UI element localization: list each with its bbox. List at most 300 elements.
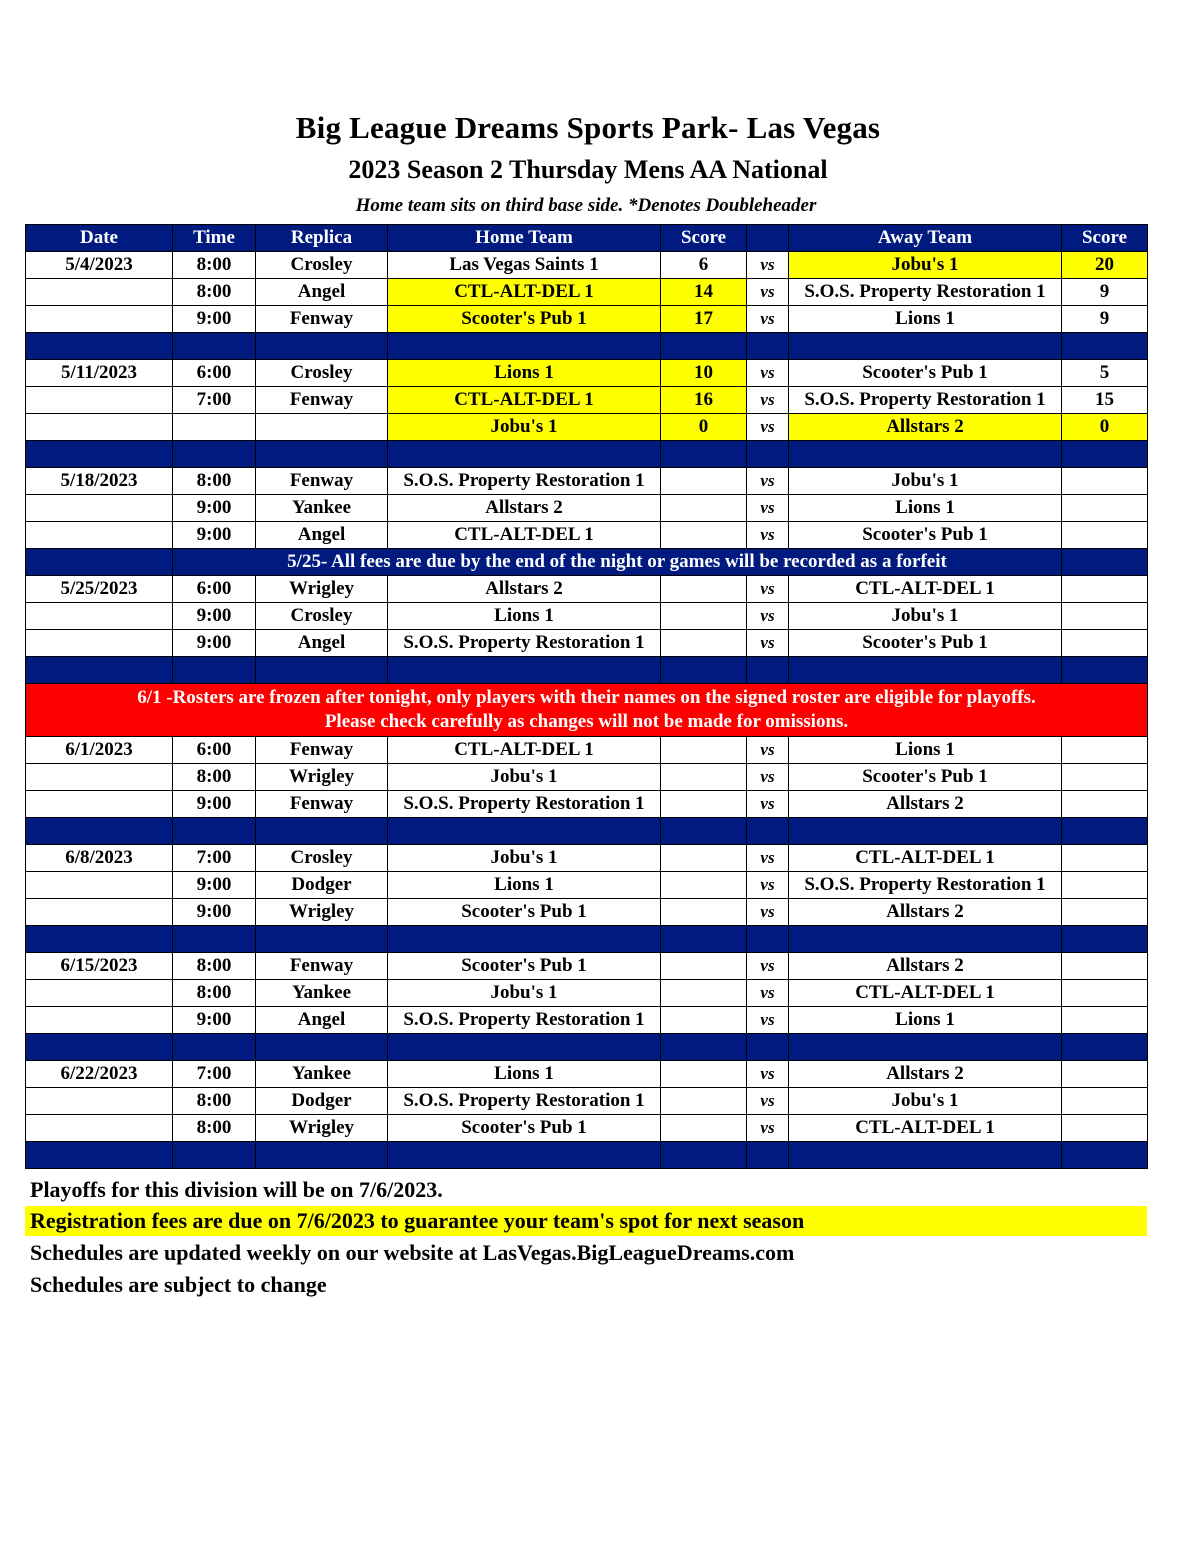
game-time: 7:00: [173, 845, 256, 872]
game-field: Wrigley: [256, 1115, 388, 1142]
separator-cell: [256, 441, 388, 468]
separator-cell: [173, 818, 256, 845]
game-time: 9:00: [173, 872, 256, 899]
home-score: [661, 791, 747, 818]
home-score: 0: [661, 414, 747, 441]
separator-cell: [256, 657, 388, 684]
separator-cell: [173, 926, 256, 953]
separator-cell: [789, 926, 1062, 953]
game-date: [26, 387, 173, 414]
game-date: [26, 522, 173, 549]
game-field: Dodger: [256, 1088, 388, 1115]
separator-cell: [661, 926, 747, 953]
game-field: Angel: [256, 522, 388, 549]
separator-cell: [747, 657, 789, 684]
game-date: [26, 764, 173, 791]
game-row: [26, 872, 1148, 899]
game-date: [26, 980, 173, 1007]
separator-cell: [1062, 818, 1148, 845]
separator-cell: [256, 926, 388, 953]
game-row: [26, 630, 1148, 657]
home-score: [661, 764, 747, 791]
roster-notice-line1: 6/1 -Rosters are frozen after tonight, only players with their names on the signed roster are eligible for playoffs.: [137, 687, 1036, 708]
separator-cell: [1062, 1034, 1148, 1061]
away-team: S.O.S. Property Restoration 1: [789, 387, 1062, 414]
home-team: Jobu's 1: [388, 845, 661, 872]
page-title: Big League Dreams Sports Park- Las Vegas: [295, 110, 881, 145]
vs-label: vs: [747, 495, 789, 522]
game-time: 9:00: [173, 630, 256, 657]
header-row: [26, 225, 1148, 252]
game-row: [26, 899, 1148, 926]
week-separator: [26, 1142, 1148, 1169]
game-row: [26, 522, 1148, 549]
home-score: [661, 576, 747, 603]
away-team: CTL-ALT-DEL 1: [789, 980, 1062, 1007]
separator-cell: [661, 1142, 747, 1169]
separator-cell: [789, 657, 1062, 684]
game-date: [26, 899, 173, 926]
game-time: 8:00: [173, 279, 256, 306]
home-team: Allstars 2: [388, 495, 661, 522]
game-row: [26, 1115, 1148, 1142]
separator-cell: [1062, 333, 1148, 360]
game-field: Crosley: [256, 603, 388, 630]
away-team: CTL-ALT-DEL 1: [789, 1115, 1062, 1142]
game-row: [26, 737, 1148, 764]
home-score: [661, 1007, 747, 1034]
game-date: 6/1/2023: [26, 737, 173, 764]
game-date: [26, 1115, 173, 1142]
separator-cell: [26, 657, 173, 684]
away-score: [1062, 522, 1148, 549]
home-team: S.O.S. Property Restoration 1: [388, 1007, 661, 1034]
home-score: [661, 630, 747, 657]
vs-label: vs: [747, 1061, 789, 1088]
away-team: Lions 1: [789, 1007, 1062, 1034]
away-team: S.O.S. Property Restoration 1: [789, 279, 1062, 306]
home-team: Jobu's 1: [388, 980, 661, 1007]
game-field: Crosley: [256, 252, 388, 279]
away-score: 9: [1062, 306, 1148, 333]
week-separator: [26, 333, 1148, 360]
separator-cell: [388, 926, 661, 953]
away-team: Allstars 2: [789, 953, 1062, 980]
game-time: 9:00: [173, 791, 256, 818]
game-field: Fenway: [256, 468, 388, 495]
vs-label: vs: [747, 737, 789, 764]
home-team: S.O.S. Property Restoration 1: [388, 791, 661, 818]
game-field: Yankee: [256, 1061, 388, 1088]
vs-label: vs: [747, 1007, 789, 1034]
away-score: [1062, 899, 1148, 926]
away-team: Allstars 2: [789, 791, 1062, 818]
away-team: Scooter's Pub 1: [789, 360, 1062, 387]
game-date: [26, 872, 173, 899]
col-replica: Replica: [256, 225, 388, 252]
away-team: Jobu's 1: [789, 1088, 1062, 1115]
game-time: 9:00: [173, 495, 256, 522]
game-date: 5/25/2023: [26, 576, 173, 603]
game-field: Yankee: [256, 495, 388, 522]
week-separator: [26, 818, 1148, 845]
away-score: 5: [1062, 360, 1148, 387]
away-team: Jobu's 1: [789, 603, 1062, 630]
separator-cell: [388, 818, 661, 845]
game-row: [26, 360, 1148, 387]
away-score: [1062, 603, 1148, 630]
separator-cell: [1062, 441, 1148, 468]
away-team: CTL-ALT-DEL 1: [789, 576, 1062, 603]
col-time: Time: [173, 225, 256, 252]
separator-cell: [661, 441, 747, 468]
home-team: Lions 1: [388, 603, 661, 630]
separator-cell: [661, 333, 747, 360]
home-score: [661, 872, 747, 899]
away-score: [1062, 872, 1148, 899]
home-team: CTL-ALT-DEL 1: [388, 279, 661, 306]
separator-cell: [789, 441, 1062, 468]
col-away-team: Away Team: [789, 225, 1062, 252]
game-row: [26, 953, 1148, 980]
game-field: Angel: [256, 279, 388, 306]
away-score: [1062, 468, 1148, 495]
game-date: 5/4/2023: [26, 252, 173, 279]
game-time: 9:00: [173, 899, 256, 926]
game-date: [26, 495, 173, 522]
game-time: 8:00: [173, 953, 256, 980]
vs-label: vs: [747, 764, 789, 791]
away-team: Lions 1: [789, 495, 1062, 522]
home-score: [661, 845, 747, 872]
playoffs-note: Playoffs for this division will be on 7/6/2023.: [30, 1177, 443, 1202]
game-field: Angel: [256, 1007, 388, 1034]
game-field: [256, 414, 388, 441]
separator-cell: [26, 818, 173, 845]
game-date: [26, 279, 173, 306]
game-time: 8:00: [173, 1088, 256, 1115]
away-score: [1062, 764, 1148, 791]
col-away-score: Score: [1062, 225, 1148, 252]
game-row: [26, 764, 1148, 791]
home-score: [661, 1115, 747, 1142]
separator-cell: [388, 1034, 661, 1061]
separator-cell: [26, 549, 173, 576]
game-date: 5/11/2023: [26, 360, 173, 387]
away-team: Lions 1: [789, 306, 1062, 333]
roster-notice-line2: Please check carefully as changes will not be made for omissions.: [324, 711, 849, 732]
away-score: [1062, 576, 1148, 603]
game-time: 9:00: [173, 603, 256, 630]
website-note: Schedules are updated weekly on our website at LasVegas.BigLeagueDreams.com: [30, 1240, 795, 1265]
vs-label: vs: [747, 899, 789, 926]
game-date: [26, 306, 173, 333]
col-date: Date: [26, 225, 173, 252]
home-team: CTL-ALT-DEL 1: [388, 387, 661, 414]
home-team: Scooter's Pub 1: [388, 306, 661, 333]
registration-note: Registration fees are due on 7/6/2023 to guarantee your team's spot for next season: [25, 1206, 1147, 1236]
game-row: [26, 306, 1148, 333]
game-time: 9:00: [173, 522, 256, 549]
game-date: 6/8/2023: [26, 845, 173, 872]
home-score: [661, 468, 747, 495]
home-team: Jobu's 1: [388, 764, 661, 791]
game-row: [26, 252, 1148, 279]
separator-cell: [26, 333, 173, 360]
separator-cell: [1062, 549, 1148, 576]
separator-cell: [747, 441, 789, 468]
game-date: 6/22/2023: [26, 1061, 173, 1088]
home-team: Scooter's Pub 1: [388, 953, 661, 980]
game-time: 8:00: [173, 468, 256, 495]
game-field: Fenway: [256, 306, 388, 333]
home-score: 10: [661, 360, 747, 387]
vs-label: vs: [747, 387, 789, 414]
separator-cell: [26, 926, 173, 953]
separator-cell: [1062, 1142, 1148, 1169]
game-date: [26, 1007, 173, 1034]
home-team: Lions 1: [388, 872, 661, 899]
separator-cell: [173, 1142, 256, 1169]
home-score: [661, 1088, 747, 1115]
game-date: 6/15/2023: [26, 953, 173, 980]
away-team: Allstars 2: [789, 899, 1062, 926]
separator-cell: [789, 1034, 1062, 1061]
vs-label: vs: [747, 630, 789, 657]
separator-cell: [789, 818, 1062, 845]
game-time: 6:00: [173, 576, 256, 603]
game-row: [26, 468, 1148, 495]
page-subtitle: 2023 Season 2 Thursday Mens AA National: [348, 155, 828, 184]
home-team: Allstars 2: [388, 576, 661, 603]
vs-label: vs: [747, 576, 789, 603]
game-time: 7:00: [173, 387, 256, 414]
away-team: Scooter's Pub 1: [789, 764, 1062, 791]
separator-cell: [388, 1142, 661, 1169]
schedule-table: [25, 224, 1148, 1169]
game-row: [26, 279, 1148, 306]
roster-notice: [26, 684, 1148, 737]
game-row: [26, 576, 1148, 603]
separator-cell: [256, 333, 388, 360]
separator-cell: [747, 818, 789, 845]
fees-notice: 5/25- All fees are due by the end of the night or games will be recorded as a forfeit: [173, 549, 1062, 576]
game-field: Wrigley: [256, 899, 388, 926]
game-field: Fenway: [256, 791, 388, 818]
away-score: 20: [1062, 252, 1148, 279]
away-score: [1062, 495, 1148, 522]
away-team: Jobu's 1: [789, 252, 1062, 279]
game-time: 8:00: [173, 1115, 256, 1142]
vs-label: vs: [747, 360, 789, 387]
game-time: 9:00: [173, 1007, 256, 1034]
game-row: [26, 387, 1148, 414]
game-field: Fenway: [256, 387, 388, 414]
col-home-team: Home Team: [388, 225, 661, 252]
away-score: 0: [1062, 414, 1148, 441]
game-row: [26, 980, 1148, 1007]
away-score: [1062, 1088, 1148, 1115]
subject-to-change-note: Schedules are subject to change: [30, 1272, 327, 1297]
away-score: 9: [1062, 279, 1148, 306]
home-score: 6: [661, 252, 747, 279]
separator-cell: [388, 333, 661, 360]
home-score: [661, 980, 747, 1007]
away-team: Scooter's Pub 1: [789, 630, 1062, 657]
away-team: CTL-ALT-DEL 1: [789, 845, 1062, 872]
vs-label: vs: [747, 980, 789, 1007]
vs-label: vs: [747, 414, 789, 441]
game-field: Crosley: [256, 845, 388, 872]
vs-label: vs: [747, 522, 789, 549]
game-field: Yankee: [256, 980, 388, 1007]
game-field: Wrigley: [256, 576, 388, 603]
game-field: Fenway: [256, 953, 388, 980]
away-score: [1062, 1115, 1148, 1142]
vs-label: vs: [747, 252, 789, 279]
home-score: [661, 603, 747, 630]
game-row: [26, 1061, 1148, 1088]
home-team: S.O.S. Property Restoration 1: [388, 1088, 661, 1115]
game-time: 7:00: [173, 1061, 256, 1088]
separator-cell: [747, 1142, 789, 1169]
separator-cell: [747, 926, 789, 953]
home-team: Lions 1: [388, 1061, 661, 1088]
separator-cell: [256, 1034, 388, 1061]
game-row: [26, 414, 1148, 441]
game-date: [26, 414, 173, 441]
home-team: CTL-ALT-DEL 1: [388, 522, 661, 549]
vs-label: vs: [747, 1115, 789, 1142]
game-row: [26, 1007, 1148, 1034]
separator-cell: [747, 1034, 789, 1061]
game-row: [26, 845, 1148, 872]
separator-cell: [789, 1142, 1062, 1169]
separator-cell: [789, 333, 1062, 360]
vs-label: vs: [747, 845, 789, 872]
away-score: [1062, 630, 1148, 657]
game-time: 9:00: [173, 306, 256, 333]
game-field: Crosley: [256, 360, 388, 387]
away-score: [1062, 1061, 1148, 1088]
home-team: Scooter's Pub 1: [388, 899, 661, 926]
home-score: 14: [661, 279, 747, 306]
game-date: [26, 630, 173, 657]
week-separator: [26, 657, 1148, 684]
home-team: S.O.S. Property Restoration 1: [388, 468, 661, 495]
game-time: 8:00: [173, 980, 256, 1007]
home-team-note: Home team sits on third base side. *Denotes Doubleheader: [355, 195, 817, 216]
separator-cell: [1062, 926, 1148, 953]
home-score: [661, 1061, 747, 1088]
game-date: [26, 1088, 173, 1115]
col-vs: [747, 225, 789, 252]
game-field: Angel: [256, 630, 388, 657]
game-field: Fenway: [256, 737, 388, 764]
home-team: Las Vegas Saints 1: [388, 252, 661, 279]
away-team: S.O.S. Property Restoration 1: [789, 872, 1062, 899]
away-team: Lions 1: [789, 737, 1062, 764]
separator-cell: [26, 441, 173, 468]
separator-cell: [388, 657, 661, 684]
separator-cell: [388, 441, 661, 468]
game-time: [173, 414, 256, 441]
week-separator: [26, 1034, 1148, 1061]
separator-cell: [661, 818, 747, 845]
vs-label: vs: [747, 279, 789, 306]
away-score: [1062, 953, 1148, 980]
home-score: [661, 737, 747, 764]
separator-cell: [256, 818, 388, 845]
game-date: [26, 603, 173, 630]
vs-label: vs: [747, 306, 789, 333]
separator-cell: [661, 1034, 747, 1061]
home-team: Scooter's Pub 1: [388, 1115, 661, 1142]
away-score: [1062, 737, 1148, 764]
home-team: Jobu's 1: [388, 414, 661, 441]
away-team: Allstars 2: [789, 414, 1062, 441]
away-score: [1062, 845, 1148, 872]
separator-cell: [26, 1142, 173, 1169]
game-row: [26, 495, 1148, 522]
home-team: S.O.S. Property Restoration 1: [388, 630, 661, 657]
away-score: [1062, 791, 1148, 818]
separator-cell: [173, 441, 256, 468]
home-score: [661, 953, 747, 980]
col-home-score: Score: [661, 225, 747, 252]
week-separator: [26, 441, 1148, 468]
home-score: [661, 522, 747, 549]
vs-label: vs: [747, 468, 789, 495]
separator-cell: [173, 1034, 256, 1061]
separator-cell: [173, 333, 256, 360]
away-team: Jobu's 1: [789, 468, 1062, 495]
game-row: [26, 1088, 1148, 1115]
game-row: [26, 791, 1148, 818]
home-score: 17: [661, 306, 747, 333]
fees-notice-row: [26, 549, 1148, 576]
game-field: Wrigley: [256, 764, 388, 791]
game-time: 8:00: [173, 252, 256, 279]
away-score: [1062, 1007, 1148, 1034]
away-score: [1062, 980, 1148, 1007]
game-time: 8:00: [173, 764, 256, 791]
vs-label: vs: [747, 603, 789, 630]
roster-notice-row: [26, 684, 1148, 737]
home-score: 16: [661, 387, 747, 414]
separator-cell: [173, 657, 256, 684]
separator-cell: [26, 1034, 173, 1061]
game-time: 6:00: [173, 737, 256, 764]
game-date: 5/18/2023: [26, 468, 173, 495]
separator-cell: [747, 333, 789, 360]
vs-label: vs: [747, 872, 789, 899]
game-date: [26, 791, 173, 818]
away-score: 15: [1062, 387, 1148, 414]
home-team: CTL-ALT-DEL 1: [388, 737, 661, 764]
home-team: Lions 1: [388, 360, 661, 387]
away-team: Allstars 2: [789, 1061, 1062, 1088]
vs-label: vs: [747, 953, 789, 980]
home-score: [661, 899, 747, 926]
separator-cell: [1062, 657, 1148, 684]
game-time: 6:00: [173, 360, 256, 387]
vs-label: vs: [747, 791, 789, 818]
game-row: [26, 603, 1148, 630]
week-separator: [26, 926, 1148, 953]
separator-cell: [256, 1142, 388, 1169]
vs-label: vs: [747, 1088, 789, 1115]
